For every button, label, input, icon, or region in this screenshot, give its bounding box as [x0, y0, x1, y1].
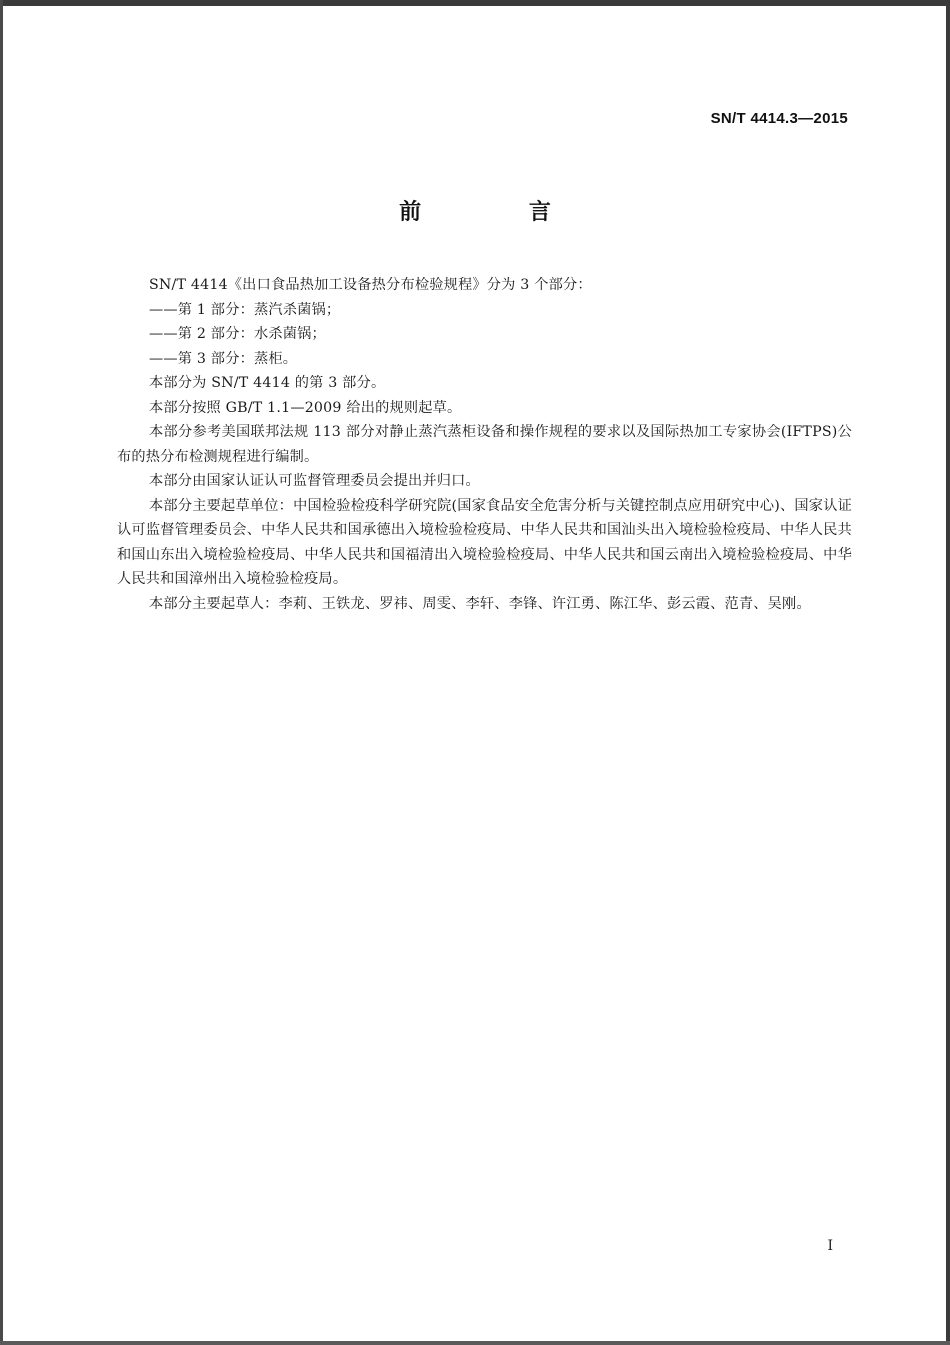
paragraph-part-1: ——第 1 部分：蒸汽杀菌锅； [149, 301, 341, 318]
document-code: SN/T 4414.3—2015 [710, 110, 848, 127]
paragraph-drafters: 本部分主要起草人：李莉、王铁龙、罗祎、周雯、李轩、李锋、许江勇、陈江华、彭云霞、范青、吴刚。 [149, 595, 811, 612]
paragraph-proposer: 本部分由国家认证认可监督管理委员会提出并归口。 [149, 473, 480, 489]
scan-edge-bottom [0, 1341, 950, 1345]
paragraph-references: 本部分参考美国联邦法规 113 部分对静止蒸汽蒸柜设备和操作规程的要求以及国际热加工专家协会(IFTPS)公布的热分布检测规程进行编制。 [117, 424, 852, 465]
paragraph-this-part: 本部分为 SN/T 4414 的第 3 部分。 [149, 375, 386, 391]
paragraph-drafting-rules: 本部分按照 GB/T 1.1—2009 给出的规则起草。 [149, 399, 462, 416]
scan-edge-top [0, 0, 950, 6]
foreword-body [117, 273, 852, 616]
page-number: I [827, 1238, 833, 1254]
page-title: 前 言 [399, 200, 601, 225]
paragraph-parts-overview: SN/T 4414《出口食品热加工设备热分布检验规程》分为 3 个部分： [149, 277, 592, 293]
paragraph-part-3: ——第 3 部分：蒸柜。 [149, 350, 298, 367]
paragraph-drafting-units: 本部分主要起草单位：中国检验检疫科学研究院(国家食品安全危害分析与关键控制点应用研究中心)、国家认证认可监督管理委员会、中华人民共和国承德出入境检验检疫局、中华人民共和国汕头出入境检验检疫局、中华人民共和国山东出入境检验检疫局、中华人民共和国福清出入境检验检疫局、中华人民共和国云南出入境检验检疫局、中华人民共和国漳州出入境检验检疫局。 [117, 497, 852, 587]
paragraph-part-2: ——第 2 部分：水杀菌锅； [149, 326, 326, 342]
